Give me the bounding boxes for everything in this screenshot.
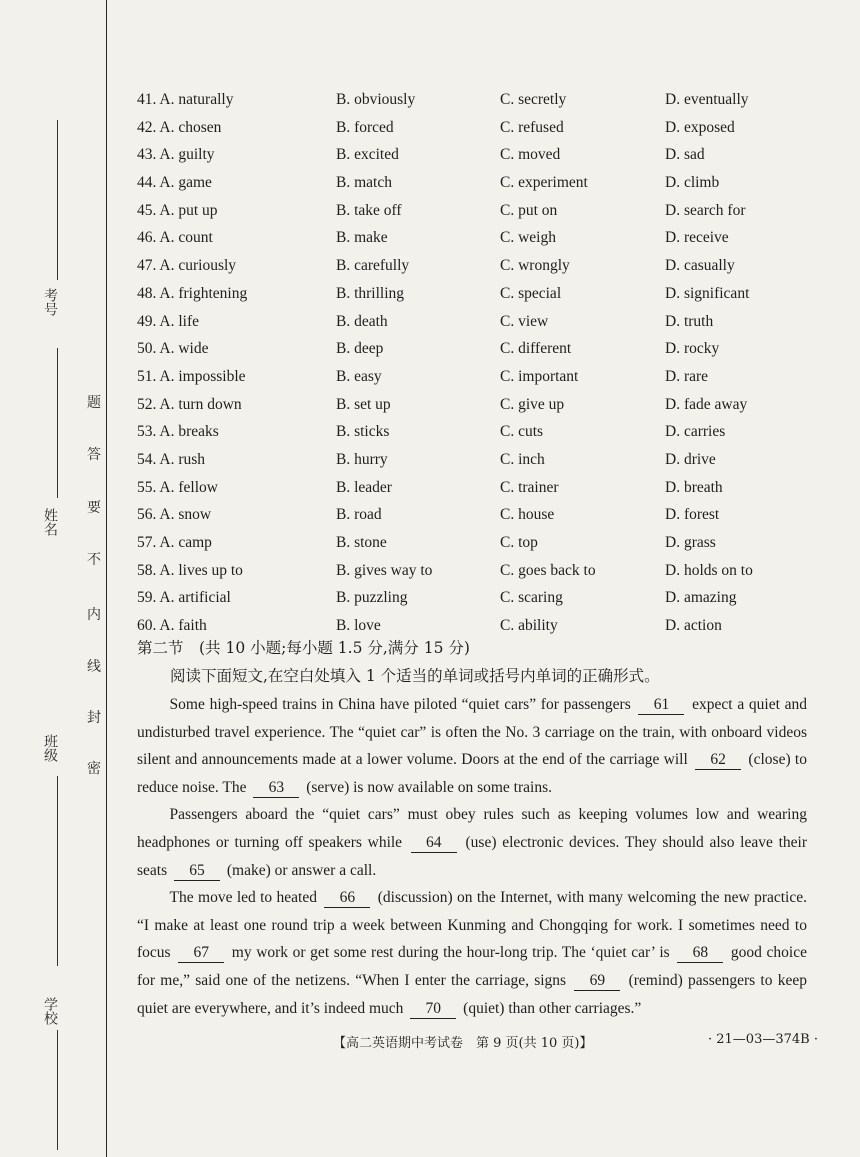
blank-64: 64 xyxy=(411,834,457,853)
option-row xyxy=(137,501,797,529)
option-row xyxy=(137,280,797,308)
question-number: 46. xyxy=(137,229,157,247)
option-row xyxy=(137,169,797,197)
option-d: D. fade away xyxy=(665,395,748,413)
option-d: D. casually xyxy=(665,257,735,275)
question-number: 42. xyxy=(137,118,157,136)
option-b: B. easy xyxy=(336,367,382,385)
option-a: A. naturally xyxy=(159,91,234,108)
option-c: C. wrongly xyxy=(500,257,570,275)
option-a: A. rush xyxy=(159,450,206,468)
option-b: B. puzzling xyxy=(336,589,408,607)
option-row xyxy=(137,363,797,391)
option-b: B. thrilling xyxy=(336,284,405,302)
question-number: 45. xyxy=(137,201,157,219)
option-a: A. wide xyxy=(159,340,209,358)
paragraph xyxy=(137,691,807,801)
question-number: 60. xyxy=(137,617,157,635)
blank-63: 63 xyxy=(253,779,299,798)
passage-text: (make) or answer a call. xyxy=(223,861,377,879)
option-b: B. leader xyxy=(336,478,392,496)
question-number: 53. xyxy=(137,423,157,441)
option-a: A. count xyxy=(159,229,213,247)
option-row xyxy=(137,446,797,474)
option-c: C. secretly xyxy=(500,91,567,108)
option-a: A. turn down xyxy=(159,395,242,413)
option-row xyxy=(137,141,797,169)
blank-68: 68 xyxy=(677,944,723,963)
option-c: C. cuts xyxy=(500,423,544,441)
option-c: C. put on xyxy=(500,201,558,219)
option-c: C. weigh xyxy=(500,229,556,247)
question-number: 44. xyxy=(137,174,157,192)
option-c: C. experiment xyxy=(500,174,588,192)
option-d: D. truth xyxy=(665,312,714,330)
option-d: D. amazing xyxy=(665,589,737,607)
option-b: B. take off xyxy=(336,201,402,219)
option-b: B. hurry xyxy=(336,450,388,468)
blank-67: 67 xyxy=(178,944,224,963)
label-school: 学校 xyxy=(42,997,58,1025)
option-d: D. receive xyxy=(665,229,729,247)
option-c: C. different xyxy=(500,340,572,358)
option-row xyxy=(137,391,797,419)
option-b: B. excited xyxy=(336,146,399,164)
option-a: A. put up xyxy=(159,201,218,219)
footer-page-info: 【高二英语期中考试卷 第 9 页(共 10 页)】 xyxy=(333,1036,593,1051)
passage-text: (serve) is now available on some trains. xyxy=(302,778,552,796)
option-b: B. match xyxy=(336,174,392,192)
option-row xyxy=(137,557,797,585)
option-d: D. grass xyxy=(665,534,716,551)
option-list xyxy=(137,86,797,640)
option-b: B. sticks xyxy=(336,423,390,441)
class-line xyxy=(57,776,58,966)
option-c: C. view xyxy=(500,312,549,330)
option-a: A. guilty xyxy=(159,146,215,164)
seal-char: 答 xyxy=(87,447,101,463)
question-number: 49. xyxy=(137,312,157,330)
option-d: D. significant xyxy=(665,284,750,302)
option-b: B. road xyxy=(336,506,382,524)
option-a: A. impossible xyxy=(159,367,246,385)
question-number: 52. xyxy=(137,395,157,413)
option-a: A. snow xyxy=(159,506,212,524)
section-instruction: 阅读下面短文,在空白处填入 1 个适当的单词或括号内单词的正确形式。 xyxy=(170,667,660,685)
option-d: D. holds on to xyxy=(665,561,753,579)
paragraph xyxy=(137,801,807,884)
passage xyxy=(137,691,807,1022)
option-d: D. carries xyxy=(665,423,726,441)
question-number: 51. xyxy=(137,367,157,385)
question-number: 58. xyxy=(137,561,157,579)
option-c: C. goes back to xyxy=(500,561,596,579)
option-c: C. house xyxy=(500,506,555,524)
option-row xyxy=(137,308,797,336)
question-number: 55. xyxy=(137,478,157,496)
option-b: B. obviously xyxy=(336,91,416,108)
option-c: C. refused xyxy=(500,118,564,136)
passage-text: Passengers aboard the “quiet cars” must obey rules such as keeping volumes low and wearing headphones or turning off speakers while xyxy=(137,806,807,851)
label-exam-number: 考号 xyxy=(42,288,58,316)
footer-code: · 21—03—374B · xyxy=(708,1032,818,1047)
paragraph xyxy=(137,884,807,1022)
seal-char: 要 xyxy=(87,500,101,516)
option-a: A. artificial xyxy=(159,589,231,607)
passage-text: (discussion) on the Internet, with many welcoming the new practice. “I make at least one round trip a week between Kunming and Chongqing for work. I sometimes need to focus xyxy=(137,889,807,962)
blank-65: 65 xyxy=(174,862,220,881)
margin-rule xyxy=(106,0,107,1157)
passage-text: (quiet) than other carriages.” xyxy=(459,999,642,1017)
question-number: 56. xyxy=(137,506,157,524)
option-d: D. exposed xyxy=(665,118,735,136)
passage-text: (close) to reduce noise. The xyxy=(137,751,807,796)
option-d: D. search for xyxy=(665,201,746,219)
question-number: 41. xyxy=(137,91,157,108)
question-number: 54. xyxy=(137,450,157,468)
passage-text: (use) electronic devices. They should also leave their seats xyxy=(137,833,807,879)
blank-70: 70 xyxy=(410,1000,456,1019)
option-row xyxy=(137,335,797,363)
passage-text: good choice for me,” said one of the netizens. “When I enter the carriage, signs xyxy=(137,944,807,989)
question-number: 47. xyxy=(137,257,157,275)
option-d: D. sad xyxy=(665,146,705,164)
passage-text: expect a quiet and undisturbed travel experience. The “quiet car” is often the No. 3 carriage on the train, with onboard videos silent and announcements made at a lower volume. Doors at the end of the carriage will xyxy=(137,696,807,769)
question-number: 43. xyxy=(137,146,157,164)
question-number: 48. xyxy=(137,284,157,302)
option-a: A. life xyxy=(159,312,200,330)
option-a: A. frightening xyxy=(159,284,248,302)
option-a: A. fellow xyxy=(159,478,218,496)
option-c: C. special xyxy=(500,284,562,302)
option-c: C. ability xyxy=(500,617,558,635)
option-c: C. give up xyxy=(500,395,565,413)
question-number: 50. xyxy=(137,340,157,358)
option-row xyxy=(137,197,797,225)
option-row xyxy=(137,86,797,114)
option-b: B. gives way to xyxy=(336,561,433,579)
label-class: 班级 xyxy=(42,734,58,762)
option-row xyxy=(137,584,797,612)
option-d: D. forest xyxy=(665,506,720,524)
option-b: B. forced xyxy=(336,118,394,136)
blank-61: 61 xyxy=(638,696,684,715)
passage-text: (remind) passengers to keep quiet are everywhere, and it’s indeed much xyxy=(137,971,807,1017)
option-a: A. chosen xyxy=(159,118,222,136)
option-b: B. deep xyxy=(336,340,384,358)
option-b: B. love xyxy=(336,617,381,635)
option-c: C. important xyxy=(500,367,579,385)
option-a: A. breaks xyxy=(159,423,219,441)
option-d: D. breath xyxy=(665,478,723,496)
blank-62: 62 xyxy=(695,751,741,770)
seal-char: 线 xyxy=(87,659,101,675)
option-row xyxy=(137,114,797,142)
seal-char: 不 xyxy=(87,552,101,568)
option-a: A. curiously xyxy=(159,257,237,275)
option-d: D. eventually xyxy=(665,91,749,108)
seal-char: 封 xyxy=(87,710,101,726)
passage-text: The move led to heated xyxy=(169,889,322,907)
option-b: B. death xyxy=(336,312,388,330)
blank-66: 66 xyxy=(324,889,370,908)
passage-text: my work or get some rest during the hour-long trip. The ‘quiet car’ is xyxy=(227,944,675,962)
school-line xyxy=(57,1030,58,1150)
option-c: C. moved xyxy=(500,146,561,164)
option-a: A. camp xyxy=(159,534,212,551)
exam-number-line xyxy=(57,120,58,280)
option-a: A. game xyxy=(159,174,212,192)
option-c: C. top xyxy=(500,534,538,551)
seal-char: 密 xyxy=(87,761,101,777)
option-c: C. inch xyxy=(500,450,545,468)
option-d: D. rare xyxy=(665,367,709,385)
section-title: 第二节 (共 10 小题;每小题 1.5 分,满分 15 分) xyxy=(137,639,470,657)
question-number: 59. xyxy=(137,589,157,607)
passage-text: Some high-speed trains in China have piloted “quiet cars” for passengers xyxy=(169,696,636,713)
blank-69: 69 xyxy=(574,972,620,991)
option-d: D. climb xyxy=(665,174,720,192)
option-row xyxy=(137,224,797,252)
option-b: B. set up xyxy=(336,395,391,413)
option-row xyxy=(137,418,797,446)
option-b: B. carefully xyxy=(336,257,410,275)
option-c: C. scaring xyxy=(500,589,563,607)
label-name: 姓名 xyxy=(42,508,58,536)
option-a: A. faith xyxy=(159,617,207,635)
option-b: B. make xyxy=(336,229,388,247)
seal-char: 内 xyxy=(87,607,101,623)
option-a: A. lives up to xyxy=(159,561,243,579)
option-row xyxy=(137,529,797,557)
option-d: D. rocky xyxy=(665,340,720,358)
option-d: D. action xyxy=(665,617,722,635)
question-number: 57. xyxy=(137,534,157,551)
option-d: D. drive xyxy=(665,450,716,468)
seal-char: 题 xyxy=(87,395,101,411)
option-c: C. trainer xyxy=(500,478,559,496)
option-row xyxy=(137,474,797,502)
name-line xyxy=(57,348,58,498)
option-row xyxy=(137,252,797,280)
option-b: B. stone xyxy=(336,534,387,551)
